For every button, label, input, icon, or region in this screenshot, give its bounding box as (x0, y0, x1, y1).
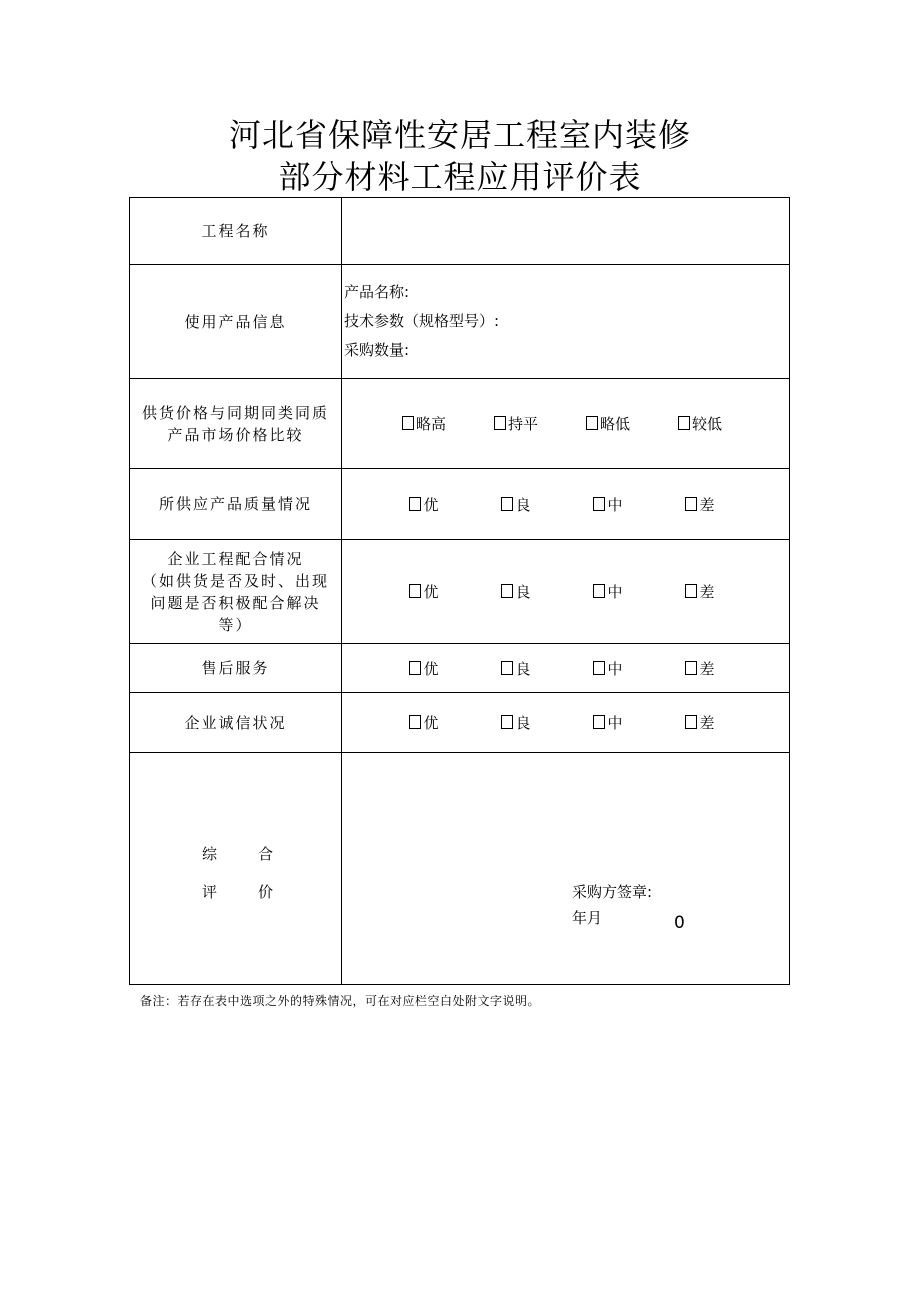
option-label: 优 (423, 495, 439, 514)
option-label: 差 (699, 659, 715, 678)
option-good[interactable] (470, 581, 562, 602)
option-slightly-low[interactable] (562, 413, 654, 434)
option-label: 略高 (415, 415, 446, 433)
form-title-line-2: 部分材料工程应用评价表 (278, 158, 642, 196)
row-project-name (130, 198, 790, 265)
price-compare-options (342, 379, 790, 469)
option-label: 差 (699, 714, 715, 732)
option-label: 较低 (691, 415, 722, 433)
option-excellent[interactable] (378, 494, 470, 515)
row-after-sales (130, 644, 790, 693)
checkbox-icon[interactable] (685, 715, 697, 729)
checkbox-icon[interactable] (593, 584, 605, 598)
option-label: 优 (423, 583, 439, 601)
option-lower[interactable] (654, 413, 746, 434)
checkbox-icon[interactable] (678, 416, 690, 430)
option-slightly-high[interactable] (378, 413, 470, 434)
option-excellent[interactable] (378, 712, 470, 733)
cooperation-label-line: 企业工程配合情况 (167, 549, 304, 568)
option-label: 中 (607, 714, 623, 732)
checkbox-icon[interactable] (501, 584, 513, 598)
checkbox-icon[interactable] (685, 584, 697, 598)
checkbox-icon[interactable] (501, 715, 513, 729)
cooperation-options (342, 540, 790, 644)
option-label: 良 (515, 495, 531, 514)
project-name-label: 工程名称 (130, 198, 342, 265)
option-label: 中 (607, 659, 623, 678)
after-sales-label: 售后服务 (130, 644, 342, 693)
option-label: 优 (423, 659, 439, 678)
checkbox-icon[interactable] (409, 661, 421, 675)
option-label: 良 (515, 659, 531, 678)
price-compare-label-line: 产品市场价格比较 (167, 425, 304, 444)
footnote: 备注：若存在表中选项之外的特殊情况，可在对应栏空白处附文字说明。 (140, 994, 541, 1008)
form-title-line-1: 河北省保障性安居工程室内装修 (228, 116, 691, 154)
option-label: 略低 (599, 415, 630, 433)
row-price-compare (130, 379, 790, 469)
option-fair[interactable] (562, 581, 654, 602)
overall-label-char: 合 (258, 845, 274, 863)
option-even[interactable] (470, 413, 562, 434)
purchase-qty-label: 采购数量: (344, 341, 410, 359)
checkbox-icon[interactable] (402, 416, 414, 430)
stray-digit: 0 (674, 913, 685, 933)
checkbox-icon[interactable] (501, 661, 513, 675)
after-sales-options (342, 644, 790, 693)
option-label: 差 (699, 495, 715, 514)
overall-label-char: 综 (202, 845, 218, 863)
overall-evaluation-field[interactable] (342, 753, 790, 985)
product-quality-label: 所供应产品质量情况 (130, 469, 342, 540)
product-info-label: 使用产品信息 (130, 265, 342, 379)
checkbox-icon[interactable] (494, 416, 506, 430)
evaluation-table (129, 197, 790, 985)
option-poor[interactable] (654, 712, 746, 733)
option-fair[interactable] (562, 658, 654, 679)
checkbox-icon[interactable] (593, 661, 605, 675)
credit-options (342, 693, 790, 753)
checkbox-icon[interactable] (685, 497, 697, 511)
product-info-field[interactable] (342, 265, 790, 379)
option-poor[interactable] (654, 494, 746, 515)
checkbox-icon[interactable] (593, 497, 605, 511)
option-good[interactable] (470, 658, 562, 679)
product-quality-options (342, 469, 790, 540)
option-good[interactable] (470, 494, 562, 515)
cooperation-label-line: 等） (218, 615, 253, 634)
cooperation-label-line: 问题是否积极配合解决 (150, 593, 321, 612)
checkbox-icon[interactable] (593, 715, 605, 729)
option-good[interactable] (470, 712, 562, 733)
option-excellent[interactable] (378, 658, 470, 679)
checkbox-icon[interactable] (685, 661, 697, 675)
checkbox-icon[interactable] (409, 497, 421, 511)
credit-label: 企业诚信状况 (130, 693, 342, 753)
option-label: 良 (515, 583, 531, 601)
signature-label: 采购方签章: (572, 883, 653, 901)
checkbox-icon[interactable] (501, 497, 513, 511)
project-name-field[interactable] (342, 198, 790, 265)
overall-label (130, 753, 342, 985)
option-excellent[interactable] (378, 581, 470, 602)
option-fair[interactable] (562, 712, 654, 733)
overall-label-char: 价 (258, 883, 274, 901)
option-label: 持平 (507, 415, 538, 433)
overall-label-line-1 (202, 843, 286, 864)
row-product-info (130, 265, 790, 379)
option-label: 差 (699, 583, 715, 601)
tech-params-label: 技术参数（规格型号）: (344, 312, 500, 330)
overall-label-char: 评 (202, 883, 218, 901)
checkbox-icon[interactable] (586, 416, 598, 430)
overall-label-line-2 (202, 881, 286, 902)
product-name-label: 产品名称: (344, 283, 410, 301)
row-cooperation (130, 540, 790, 644)
option-label: 中 (607, 583, 623, 601)
cooperation-label (130, 540, 342, 644)
option-poor[interactable] (654, 658, 746, 679)
option-label: 优 (423, 714, 439, 732)
option-label: 良 (515, 714, 531, 732)
price-compare-label (130, 379, 342, 469)
checkbox-icon[interactable] (409, 584, 421, 598)
row-product-quality (130, 469, 790, 540)
price-compare-label-line: 供货价格与同期同类同质 (141, 403, 329, 422)
checkbox-icon[interactable] (409, 715, 421, 729)
row-overall (130, 753, 790, 985)
cooperation-label-line: （如供货是否及时、出现 (141, 571, 329, 590)
option-poor[interactable] (654, 581, 746, 602)
date-label: 年月 (572, 909, 603, 927)
option-fair[interactable] (562, 494, 654, 515)
option-label: 中 (607, 495, 623, 514)
row-credit (130, 693, 790, 753)
